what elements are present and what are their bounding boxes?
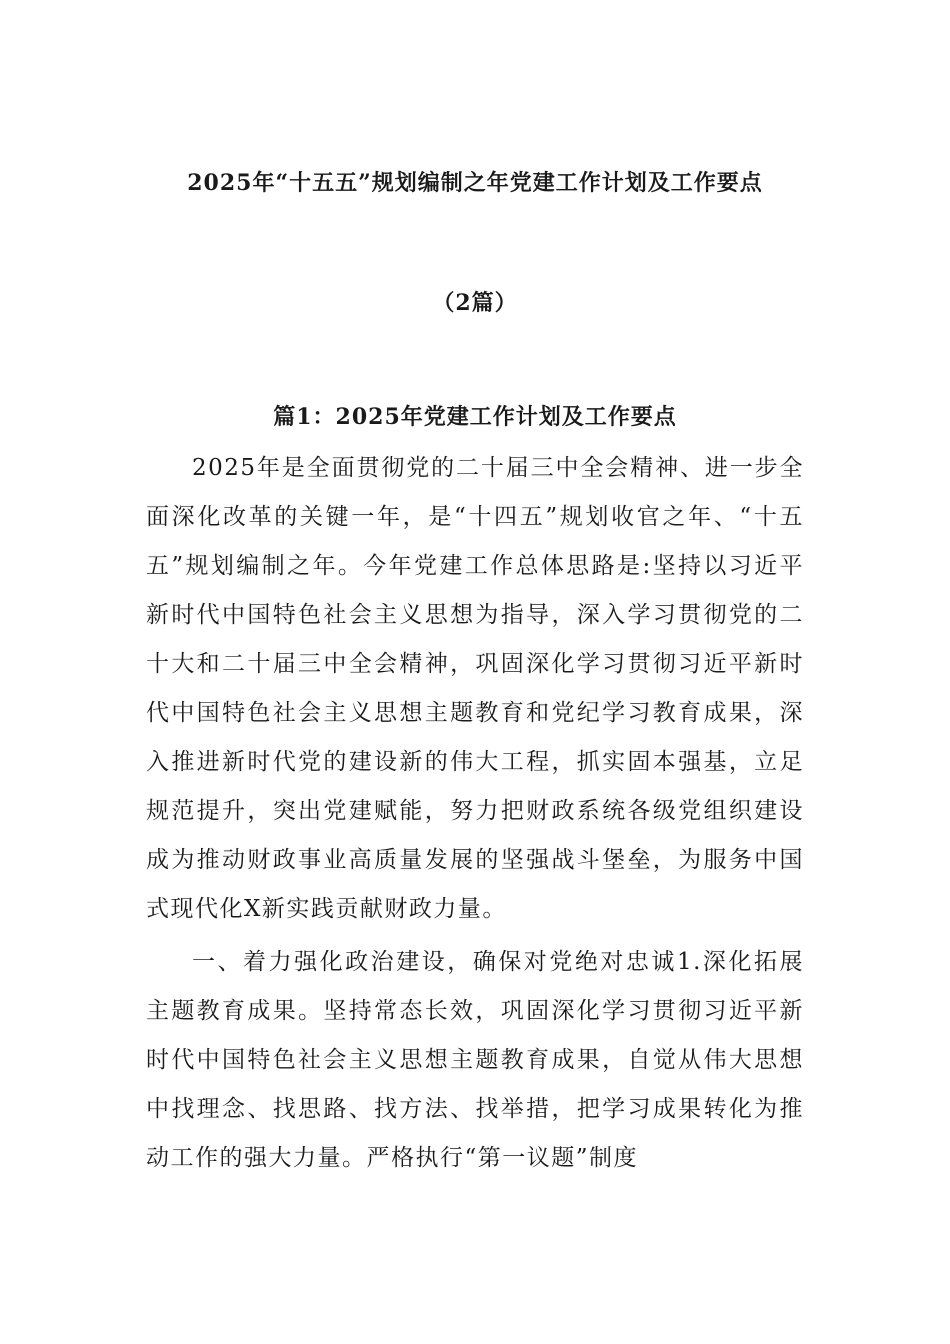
body-paragraph: 2025年是全面贯彻党的二十届三中全会精神、进一步全面深化改革的关键一年，是“十四五”规划收官之年、“十五五”规划编制之年。今年党建工作总体思路是:坚持以习近平新时代中国特色社会主义思想为指导，深入学习贯彻党的二十大和二十届三中全会精神，巩固深化学习贯彻习近平新时代中国特色社会主义思想主题教育和党纪学习教育成果，深入推进新时代党的建设新的伟大工程，抓实固本强基，立足规范提升，突出党建赋能，努力把财政系统各级党组织建设成为推动财政事业高质量发展的坚强战斗堡垒，为服务中国式现代化X新实践贡献财政力量。: [146, 455, 804, 922]
part-count-subtitle: （2篇）: [432, 290, 518, 316]
body-paragraph-block-2: [146, 938, 804, 1183]
body-paragraph: 一、着力强化政治建设，确保对党绝对忠诚1.深化拓展主题教育成果。坚持常态长效，巩固深化学习贯彻习近平新时代中国特色社会主义思想主题教育成果，自觉从伟大思想中找理念、找思路、找方法、找举措，把学习成果转化为推动工作的强大力量。严格执行“第一议题”制度: [146, 949, 804, 1171]
section-heading: 篇1：2025年党建工作计划及工作要点: [273, 404, 677, 430]
document-title: 2025年“十五五”规划编制之年党建工作计划及工作要点: [187, 170, 763, 196]
body-paragraph-block-1: [146, 444, 804, 934]
